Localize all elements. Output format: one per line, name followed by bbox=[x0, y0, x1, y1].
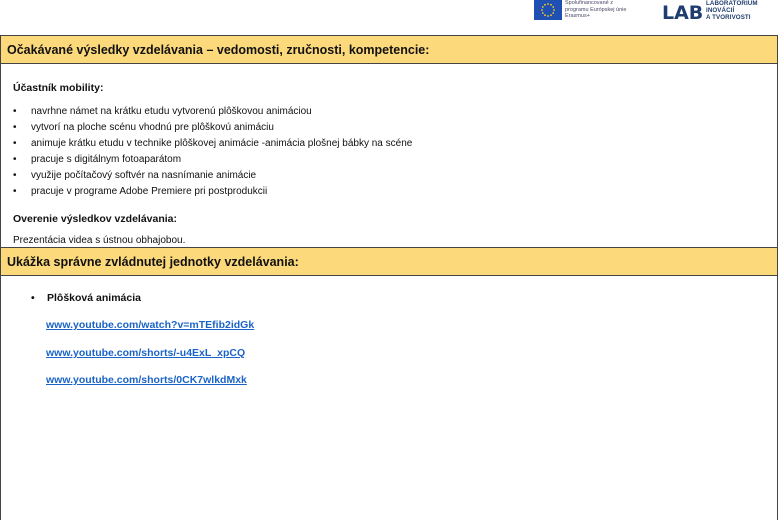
participant-subheading: Účastník mobility: bbox=[13, 82, 104, 94]
video-link-2[interactable]: www.youtube.com/shorts/-u4ExL_xpCQ bbox=[46, 347, 246, 359]
list-item: • pracuje s digitálnym fotoaparátom bbox=[13, 152, 412, 168]
lab-logo-icon bbox=[662, 0, 704, 22]
outcome-list bbox=[13, 104, 412, 200]
svg-text:LAB: LAB bbox=[662, 2, 704, 22]
section-heading-outcomes: Očakávané výsledky vzdelávania – vedomosti, zručnosti, kompetencie: bbox=[1, 36, 777, 64]
list-item: • pracuje v programe Adobe Premiere pri postprodukcii bbox=[13, 184, 412, 200]
list-item: • využije počítačový softvér na nasnímanie animácie bbox=[13, 168, 412, 184]
video-link-1[interactable]: www.youtube.com/watch?v=mTEfib2idGk bbox=[46, 319, 255, 331]
verification-text: Prezentácia videa s ústnou obhajobou. bbox=[13, 235, 186, 246]
list-item: • navrhne námet na krátku etudu vytvorenú plôškovou animáciou bbox=[13, 104, 412, 120]
lab-logo-text: LABORATÓRIUM INOVÁCIÍ A TVORIVOSTI bbox=[706, 0, 758, 21]
eu-flag-icon bbox=[534, 0, 562, 20]
eu-cofunding-text: Spolufinancované z programu Európskej únie Erasmus+ bbox=[565, 0, 627, 19]
bullet-icon: • bbox=[31, 292, 35, 304]
list-item: • animuje krátku etudu v technike plôškovej animácie -animácia plošnej bábky na scéne bbox=[13, 136, 412, 152]
video-link-3[interactable]: www.youtube.com/shorts/0CK7wlkdMxk bbox=[46, 374, 247, 386]
list-item: • vytvorí na ploche scénu vhodnú pre plôškovú animáciu bbox=[13, 120, 412, 136]
learning-outcomes-table bbox=[0, 35, 778, 520]
header-logos bbox=[0, 0, 780, 26]
sample-item-label: Plôšková animácia bbox=[47, 292, 141, 304]
section-heading-sample: Ukážka správne zvládnutej jednotky vzdelávania: bbox=[1, 247, 777, 276]
verification-subheading: Overenie výsledkov vzdelávania: bbox=[13, 213, 178, 225]
